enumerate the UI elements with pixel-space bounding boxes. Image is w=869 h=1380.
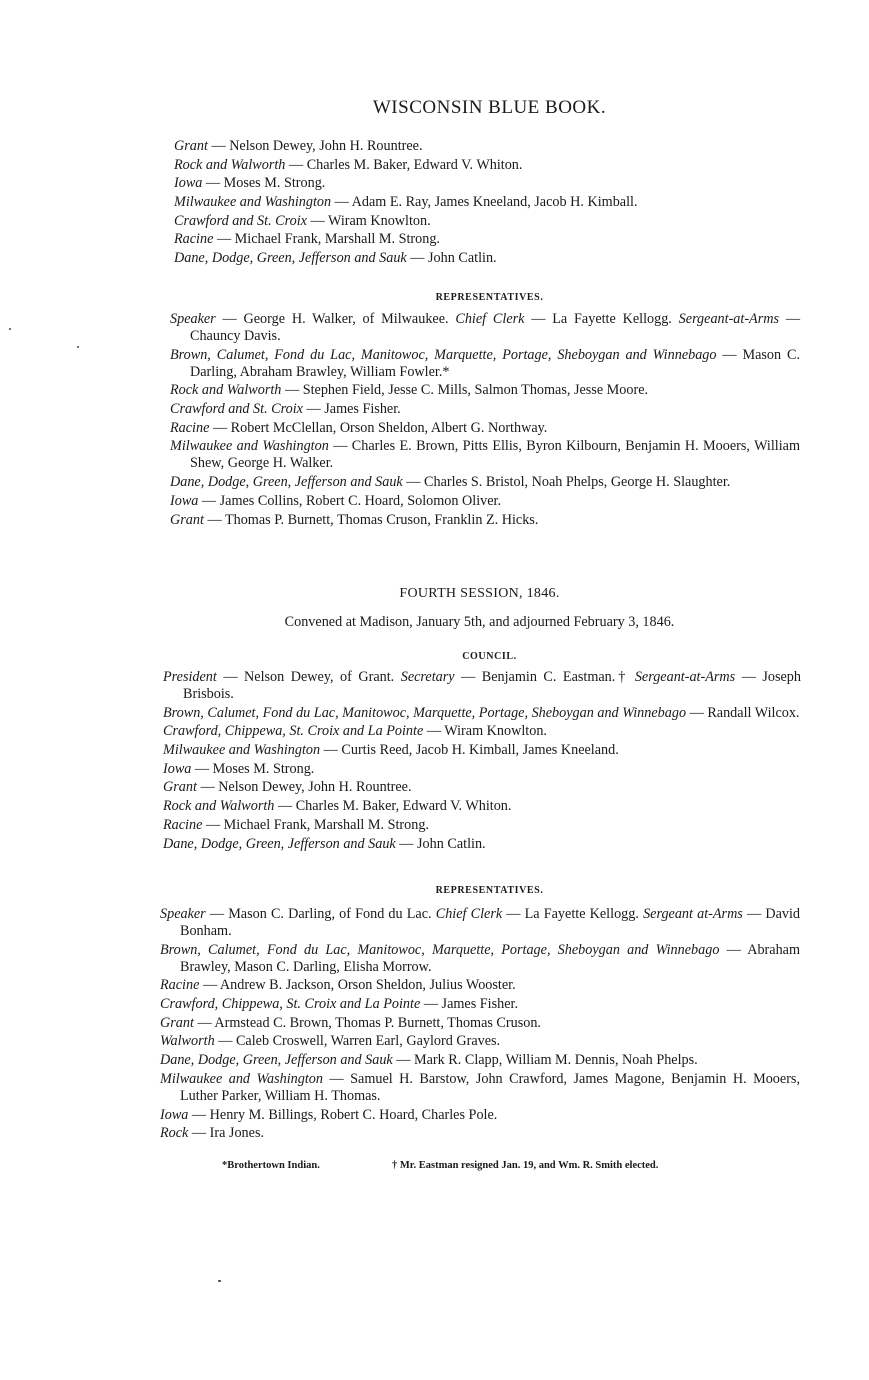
entry-line — [160, 1107, 800, 1124]
entry-members: Adam E. Ray, James Kneeland, Jacob H. Kimball. — [351, 194, 638, 211]
em-dash: — — [402, 474, 425, 491]
entry-members: Charles M. Baker, Edward V. Whiton. — [306, 156, 523, 173]
footnote-eastman: † Mr. Eastman resigned Jan. 19, and Wm. R. Smith elected. — [392, 1160, 659, 1171]
entry-line — [163, 742, 801, 759]
entry-members: Robert McClellan, Orson Sheldon, Albert G. Northway. — [230, 419, 548, 436]
entry-label: Milwaukee and Washington — [174, 194, 332, 211]
entry-line — [174, 194, 804, 211]
entry-members: Caleb Croswell, Warren Earl, Gaylord Graves. — [235, 1033, 501, 1050]
em-dash: — — [423, 723, 445, 740]
entry-label: Dane, Dodge, Green, Jefferson and Sauk — [160, 1052, 393, 1069]
entry-label: Crawford and St. Croix — [170, 401, 303, 418]
em-dash: — — [193, 1014, 215, 1031]
entry-label: Crawford, Chippewa, St. Croix and La Pointe — [163, 723, 424, 740]
entry-members: George H. Walker, of Milwaukee. — [243, 311, 449, 327]
entry-label: Rock and Walworth — [163, 798, 275, 815]
em-dash: — — [213, 231, 235, 248]
entry-members: Charles E. Brown, Pitts Ellis, Byron Kilbourn, Benjamin H. Mooers, William Shew, George H. Walker. — [190, 438, 800, 472]
entry-label: Iowa — [163, 760, 192, 777]
em-dash: — — [216, 669, 245, 685]
em-dash: — — [209, 419, 231, 436]
entry-label: Grant — [170, 511, 204, 528]
scan-speck — [77, 346, 79, 348]
entry-label: Grant — [174, 138, 208, 154]
entry-line — [174, 175, 804, 192]
entry-line — [160, 906, 800, 940]
em-dash: — — [191, 760, 213, 777]
entry-line — [170, 311, 800, 345]
em-dash: — — [742, 906, 766, 922]
em-dash: — — [207, 138, 230, 154]
entry-line — [170, 401, 800, 418]
em-dash: — — [716, 346, 743, 363]
entry-label: President — [163, 669, 217, 685]
entry-members: Moses M. Strong. — [223, 175, 326, 192]
office-label: Chief Clerk — [435, 906, 503, 922]
em-dash: — — [686, 704, 708, 721]
scan-speck — [9, 328, 11, 330]
entry-members: Wiram Knowlton. — [444, 723, 547, 740]
council-continued-list — [174, 138, 804, 269]
entry-label: Grant — [160, 1014, 194, 1031]
entry-label: Speaker — [170, 311, 216, 327]
entry-label: Brown, Calumet, Fond du Lac, Manitowoc, Marquette, Portage, Sheboygan and Winnebago — [160, 941, 720, 958]
em-dash: — — [198, 492, 220, 509]
entry-line — [170, 382, 800, 399]
office-label: Sergeant at-Arms — [643, 906, 743, 922]
entry-members: Randall Wilcox. — [707, 704, 800, 721]
entry-label: Racine — [163, 816, 203, 833]
em-dash: — — [202, 175, 224, 192]
representatives-list-2 — [160, 906, 800, 1144]
entry-label: Speaker — [160, 906, 206, 922]
session-subtitle: Convened at Madison, January 5th, and adjourned February 3, 1846. — [284, 614, 675, 630]
entry-members: Michael Frank, Marshall M. Strong. — [223, 816, 429, 833]
entry-label: Brown, Calumet, Fond du Lac, Manitowoc, Marquette, Portage, Sheboygan and Winnebago — [170, 346, 717, 363]
session-title: FOURTH SESSION, 1846. — [399, 586, 560, 601]
entry-members: Mason C. Darling, of Fond du Lac. — [228, 906, 432, 922]
em-dash: — — [188, 1106, 210, 1123]
em-dash: — — [420, 996, 442, 1013]
entry-members: Abraham Brawley, Mason C. Darling, Elisha Morrow. — [180, 941, 800, 975]
em-dash: — — [302, 401, 325, 418]
entry-members: Mason C. Darling, Abraham Brawley, William Fowler.* — [190, 346, 801, 380]
entry-label: Milwaukee and Washington — [170, 438, 329, 455]
entry-line — [163, 705, 801, 722]
entry-label: Milwaukee and Washington — [163, 742, 321, 759]
entry-members: Charles M. Baker, Edward V. Whiton. — [295, 798, 512, 815]
entry-line — [174, 138, 804, 155]
entry-members: John Catlin. — [428, 250, 497, 267]
entry-members: Moses M. Strong. — [212, 760, 315, 777]
entry-label: Rock and Walworth — [174, 156, 286, 173]
footnote-brothertown: *Brothertown Indian. — [222, 1160, 320, 1171]
entry-line — [170, 474, 800, 491]
em-dash: — — [203, 511, 225, 528]
office-holder: Chauncy Davis. — [190, 328, 281, 344]
office-label: Sergeant-at-Arms — [634, 669, 736, 685]
office-holder: Joseph Brisbois. — [183, 669, 801, 702]
entry-members: James Fisher. — [441, 996, 518, 1013]
em-dash: — — [406, 250, 429, 267]
em-dash: — — [214, 1033, 236, 1050]
entry-members: Ira Jones. — [209, 1125, 265, 1142]
entry-line — [163, 723, 801, 740]
entry-label: Brown, Calumet, Fond du Lac, Manitowoc, Marquette, Portage, Sheboygan and Winnebago — [163, 704, 687, 721]
council-heading: COUNCIL. — [462, 651, 517, 662]
entry-label: Walworth — [160, 1033, 215, 1050]
entry-members: Stephen Field, Jesse C. Mills, Salmon Thomas, Jesse Moore. — [302, 382, 649, 399]
em-dash: — — [735, 669, 763, 685]
entry-line — [174, 157, 804, 174]
entry-members: Charles S. Bristol, Noah Phelps, George H. Slaughter. — [424, 474, 731, 491]
entry-line — [163, 761, 801, 778]
scan-speck — [218, 1280, 221, 1282]
entry-line — [160, 1052, 800, 1069]
em-dash: — — [719, 941, 748, 958]
entry-line — [170, 512, 800, 529]
em-dash: — — [285, 156, 307, 173]
representatives-list-1 — [170, 311, 800, 530]
office-holder: Benjamin C. Eastman.† — [481, 669, 629, 685]
entry-line — [163, 798, 801, 815]
em-dash: — — [502, 906, 525, 922]
entry-line — [170, 420, 800, 437]
entry-label: Racine — [170, 419, 210, 436]
em-dash: — — [331, 194, 352, 211]
entry-members: Michael Frank, Marshall M. Strong. — [234, 231, 440, 248]
office-label: Secretary — [400, 669, 455, 685]
entry-line — [160, 996, 800, 1013]
em-dash: — — [322, 1070, 351, 1087]
entry-members: Nelson Dewey, John H. Rountree. — [218, 779, 412, 796]
entry-line — [174, 213, 804, 230]
em-dash: — — [395, 835, 418, 852]
entry-line — [170, 493, 800, 510]
entry-label: Iowa — [170, 492, 199, 509]
entry-label: Iowa — [160, 1106, 189, 1123]
entry-members: Samuel H. Barstow, John Crawford, James Magone, Benjamin H. Mooers, Luther Parker, William H. Thomas. — [180, 1070, 800, 1104]
entry-line — [174, 231, 804, 248]
running-head: WISCONSIN BLUE BOOK. — [372, 97, 607, 118]
entry-members: Curtis Reed, Jacob H. Kimball, James Kneeland. — [341, 742, 619, 759]
entry-members: Wiram Knowlton. — [328, 212, 431, 229]
em-dash: — — [196, 779, 219, 796]
em-dash: — — [274, 798, 296, 815]
entry-label: Rock and Walworth — [170, 382, 282, 399]
entry-line — [174, 250, 804, 267]
entry-label: Racine — [160, 977, 200, 994]
em-dash: — — [392, 1052, 415, 1069]
council-list — [163, 669, 801, 854]
em-dash: — — [215, 311, 244, 327]
entry-members: Nelson Dewey, of Grant. — [244, 669, 395, 685]
entry-members: Thomas P. Burnett, Thomas Cruson, Franklin Z. Hicks. — [224, 511, 539, 528]
entry-label: Milwaukee and Washington — [160, 1070, 323, 1087]
em-dash: — — [281, 382, 303, 399]
entry-line — [160, 1071, 800, 1105]
representatives-heading-1: REPRESENTATIVES. — [435, 292, 544, 303]
entry-members: Armstead C. Brown, Thomas P. Burnett, Thomas Cruson. — [214, 1014, 541, 1031]
em-dash: — — [205, 906, 229, 922]
entry-label: Dane, Dodge, Green, Jefferson and Sauk — [170, 474, 403, 491]
em-dash: — — [320, 742, 342, 759]
entry-line — [160, 942, 800, 976]
office-holder: La Fayette Kellogg. — [552, 311, 672, 327]
entry-line — [163, 817, 801, 834]
entry-label: Dane, Dodge, Green, Jefferson and Sauk — [174, 250, 407, 267]
entry-line — [160, 1125, 800, 1142]
entry-label: Crawford and St. Croix — [174, 212, 307, 229]
entry-members: John Catlin. — [417, 835, 486, 852]
entry-label: Rock — [160, 1125, 189, 1142]
em-dash: — — [328, 438, 352, 455]
representatives-heading-2: REPRESENTATIVES. — [435, 885, 544, 896]
entry-members: Nelson Dewey, John H. Rountree. — [229, 138, 423, 154]
office-holder: David Bonham. — [180, 906, 801, 939]
entry-members: James Collins, Robert C. Hoard, Solomon Oliver. — [219, 492, 502, 509]
em-dash: — — [188, 1125, 210, 1142]
em-dash: — — [306, 212, 328, 229]
entry-line — [163, 779, 801, 796]
entry-line — [160, 1033, 800, 1050]
entry-members: James Fisher. — [324, 401, 401, 418]
entry-line — [163, 669, 801, 703]
em-dash: — — [202, 816, 224, 833]
entry-line — [163, 836, 801, 853]
entry-line — [160, 1015, 800, 1032]
em-dash: — — [454, 669, 482, 685]
entry-line — [170, 347, 800, 381]
entry-label: Dane, Dodge, Green, Jefferson and Sauk — [163, 835, 396, 852]
em-dash: — — [779, 311, 801, 327]
entry-label: Iowa — [174, 175, 203, 192]
entry-line — [160, 977, 800, 994]
em-dash: — — [199, 977, 220, 994]
entry-label: Racine — [174, 231, 214, 248]
entry-members: Mark R. Clapp, William M. Dennis, Noah Phelps. — [414, 1052, 698, 1069]
em-dash: — — [524, 311, 553, 327]
office-holder: La Fayette Kellogg. — [524, 906, 639, 922]
entry-label: Crawford, Chippewa, St. Croix and La Pointe — [160, 996, 421, 1013]
entry-members: Henry M. Billings, Robert C. Hoard, Charles Pole. — [209, 1106, 498, 1123]
entry-label: Grant — [163, 779, 197, 796]
office-label: Chief Clerk — [455, 311, 525, 327]
entry-members: Andrew B. Jackson, Orson Sheldon, Julius Wooster. — [219, 977, 516, 994]
office-label: Sergeant-at-Arms — [678, 311, 780, 327]
entry-line — [170, 438, 800, 472]
